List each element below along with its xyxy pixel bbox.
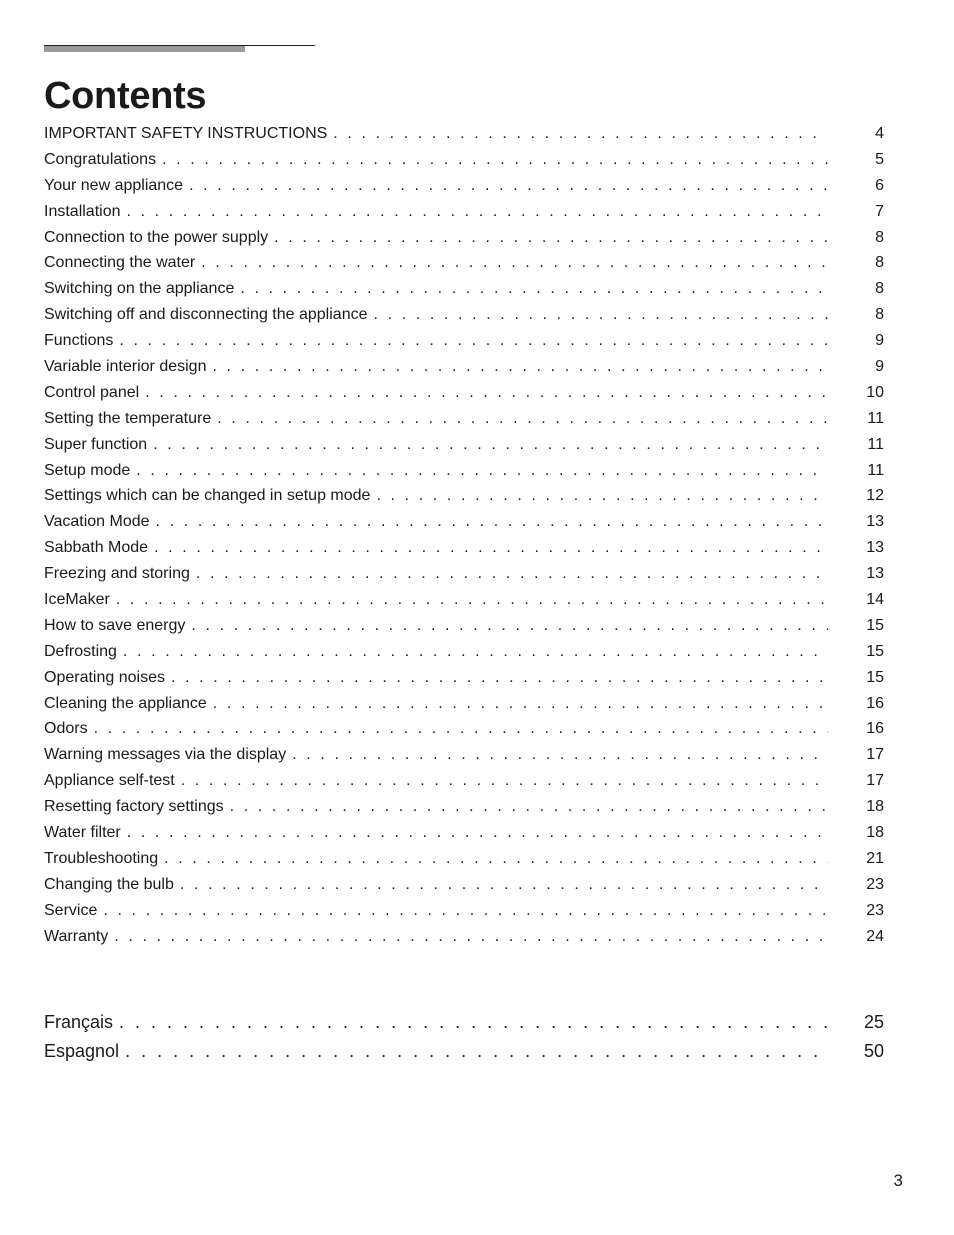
toc-entry[interactable] <box>44 302 884 328</box>
entry-page-number: 5 <box>875 150 884 168</box>
entry-label: Settings which can be changed in setup mode <box>44 487 371 505</box>
toc-entry[interactable] <box>44 587 884 613</box>
dot-leader <box>189 173 828 199</box>
entry-page-number: 18 <box>866 798 884 816</box>
toc-entry[interactable] <box>44 225 884 251</box>
dot-leader <box>196 561 828 587</box>
entry-label: Appliance self-test <box>44 772 175 790</box>
dot-leader <box>217 406 828 432</box>
header-accent-bar <box>44 46 245 52</box>
entry-label: Odors <box>44 720 88 738</box>
entry-page-number: 15 <box>866 642 884 660</box>
toc-entry[interactable] <box>44 380 884 406</box>
toc-entry[interactable] <box>44 924 884 950</box>
entry-label: IMPORTANT SAFETY INSTRUCTIONS <box>44 125 328 142</box>
entry-label: Installation <box>44 202 121 220</box>
entry-page-number: 9 <box>875 358 884 376</box>
language-entry[interactable] <box>44 1008 884 1037</box>
toc-entry[interactable] <box>44 846 884 872</box>
page-number: 3 <box>893 1171 903 1190</box>
entry-label: Service <box>44 901 98 919</box>
entry-label: Vacation Mode <box>44 513 150 531</box>
toc-entry[interactable] <box>44 250 884 276</box>
entry-page-number: 18 <box>866 824 884 842</box>
dot-leader <box>376 483 828 509</box>
entry-page-number: 23 <box>866 901 884 919</box>
entry-label: Changing the bulb <box>44 875 174 893</box>
dot-leader <box>125 1037 828 1066</box>
dot-leader <box>181 768 828 794</box>
entry-label: Variable interior design <box>44 358 207 376</box>
dot-leader <box>180 872 828 898</box>
toc-entry[interactable] <box>44 716 884 742</box>
entry-page-number: 13 <box>866 565 884 583</box>
language-entry[interactable] <box>44 1037 884 1066</box>
dot-leader <box>127 199 829 225</box>
entry-page-number: 8 <box>875 280 884 298</box>
entry-label: Connecting the water <box>44 254 196 272</box>
entry-label: How to save energy <box>44 616 186 634</box>
toc-entry[interactable] <box>44 794 884 820</box>
entry-page-number: 25 <box>863 1012 884 1032</box>
entry-page-number: 11 <box>867 435 884 453</box>
toc-entry[interactable] <box>44 691 884 717</box>
dot-leader <box>164 846 828 872</box>
entry-page-number: 13 <box>866 539 884 557</box>
toc-entry[interactable] <box>44 898 884 924</box>
entry-page-number: 9 <box>875 332 884 350</box>
toc-entry[interactable] <box>44 509 884 535</box>
toc-entry[interactable] <box>44 483 884 509</box>
entry-page-number: 16 <box>866 720 884 738</box>
dot-leader <box>114 924 828 950</box>
entry-page-number: 7 <box>875 202 884 220</box>
dot-leader <box>94 716 828 742</box>
dot-leader <box>123 639 828 665</box>
entry-label: Functions <box>44 332 114 350</box>
dot-leader <box>213 691 828 717</box>
entry-label: Resetting factory settings <box>44 798 224 816</box>
dot-leader <box>230 794 828 820</box>
entry-page-number: 8 <box>875 306 884 324</box>
entry-label: Control panel <box>44 383 140 401</box>
entry-label: Espagnol <box>44 1041 120 1061</box>
entry-page-number: 10 <box>866 383 884 401</box>
dot-leader <box>153 432 828 458</box>
toc-entry[interactable] <box>44 639 884 665</box>
dot-leader <box>154 535 828 561</box>
toc-entry[interactable] <box>44 406 884 432</box>
dot-leader <box>156 509 828 535</box>
toc-entry[interactable] <box>44 147 884 173</box>
page-title: Contents <box>44 75 207 117</box>
dot-leader <box>136 458 828 484</box>
dot-leader <box>240 276 828 302</box>
dot-leader <box>145 380 828 406</box>
toc-entry[interactable] <box>44 276 884 302</box>
toc-entry[interactable] <box>44 328 884 354</box>
entry-page-number: 50 <box>863 1041 884 1061</box>
dot-leader <box>127 820 828 846</box>
dot-leader <box>171 665 828 691</box>
toc-entry[interactable] <box>44 121 884 147</box>
entry-page-number: 17 <box>866 772 884 790</box>
entry-page-number: 11 <box>867 461 884 479</box>
entry-page-number: 15 <box>866 668 884 686</box>
entry-page-number: 13 <box>866 513 884 531</box>
entry-label: Warning messages via the display <box>44 746 287 764</box>
dot-leader <box>373 302 828 328</box>
toc-entry[interactable] <box>44 432 884 458</box>
dot-leader <box>191 613 828 639</box>
entry-label: IceMaker <box>44 591 110 609</box>
dot-leader <box>162 147 828 173</box>
entry-page-number: 23 <box>866 875 884 893</box>
entry-page-number: 17 <box>866 746 884 764</box>
dot-leader <box>201 250 828 276</box>
entry-page-number: 16 <box>866 694 884 712</box>
entry-page-number: 14 <box>866 591 884 609</box>
toc-entry[interactable] <box>44 872 884 898</box>
toc-entry[interactable] <box>44 820 884 846</box>
dot-leader <box>274 225 828 251</box>
entry-page-number: 8 <box>875 228 884 246</box>
toc-entry[interactable] <box>44 535 884 561</box>
entry-page-number: 4 <box>875 125 884 142</box>
entry-page-number: 15 <box>866 616 884 634</box>
toc-entry[interactable] <box>44 173 884 199</box>
entry-page-number: 12 <box>866 487 884 505</box>
entry-label: Operating noises <box>44 668 165 686</box>
entry-page-number: 24 <box>866 927 884 945</box>
entry-label: Setup mode <box>44 461 131 479</box>
language-index <box>44 1008 884 1066</box>
toc-entry[interactable] <box>44 561 884 587</box>
toc-entry[interactable] <box>44 613 884 639</box>
entry-label: Sabbath Mode <box>44 539 149 557</box>
entry-page-number: 11 <box>867 409 884 427</box>
dot-leader <box>103 898 828 924</box>
entry-label: Cleaning the appliance <box>44 694 207 712</box>
entry-page-number: 21 <box>866 849 884 867</box>
entry-label: Freezing and storing <box>44 565 190 583</box>
toc-entry[interactable] <box>44 354 884 380</box>
entry-label: Super function <box>44 435 148 453</box>
toc-entry[interactable] <box>44 665 884 691</box>
toc-entry[interactable] <box>44 199 884 225</box>
entry-label: Setting the temperature <box>44 409 212 427</box>
dot-leader <box>292 742 828 768</box>
entry-label: Congratulations <box>44 150 157 168</box>
entry-label: Water filter <box>44 824 121 842</box>
dot-leader <box>119 1008 828 1037</box>
dot-leader <box>116 587 828 613</box>
toc-entry[interactable] <box>44 742 884 768</box>
entry-label: Français <box>44 1012 114 1032</box>
entry-label: Connection to the power supply <box>44 228 269 246</box>
entry-label: Your new appliance <box>44 176 184 194</box>
entry-label: Switching off and disconnecting the appliance <box>44 306 368 324</box>
toc-entry[interactable] <box>44 458 884 484</box>
dot-leader <box>119 328 828 354</box>
toc-entry[interactable] <box>44 768 884 794</box>
entry-label: Troubleshooting <box>44 849 159 867</box>
entry-page-number: 8 <box>875 254 884 272</box>
entry-label: Warranty <box>44 927 109 945</box>
entry-label: Defrosting <box>44 642 117 660</box>
entry-label: Switching on the appliance <box>44 280 235 298</box>
entry-page-number: 6 <box>875 176 884 194</box>
dot-leader <box>333 121 828 147</box>
dot-leader <box>212 354 828 380</box>
table-of-contents <box>44 121 884 950</box>
